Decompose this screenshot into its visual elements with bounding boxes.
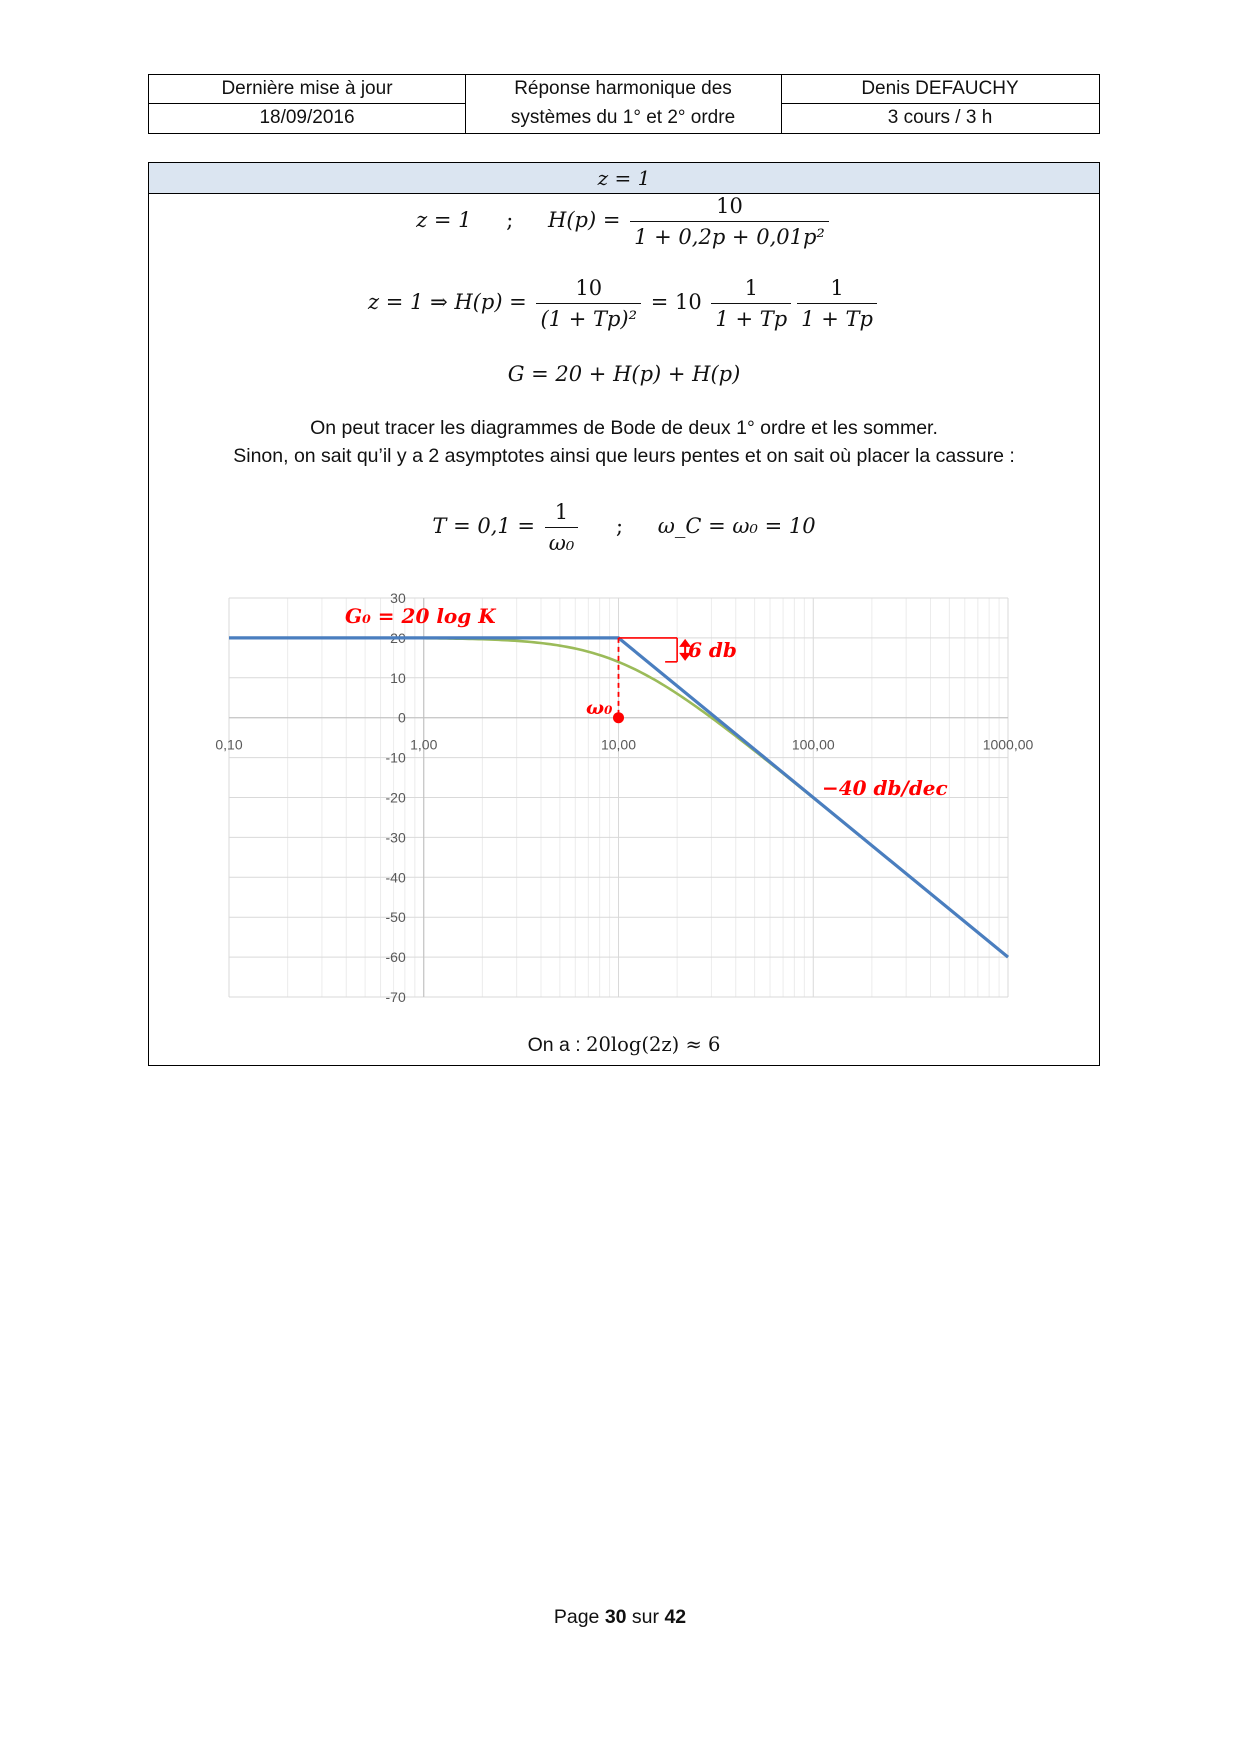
eq2-f1-num: 10 bbox=[536, 273, 641, 304]
eq1-lhs: H(p) = bbox=[548, 208, 621, 232]
eq1-left: z = 1 bbox=[416, 208, 472, 232]
eq1-numerator: 10 bbox=[630, 191, 829, 222]
explanation-line-2: Sinon, on sait qu’il y a 2 asymptotes ainsi que leurs pentes et on sait où placer la cassure : bbox=[233, 445, 1015, 467]
annotation-delta: 6 db bbox=[688, 638, 737, 662]
y-tick-label: 20 bbox=[390, 629, 406, 646]
eq1-denominator: 1 + 0,2p + 0,01p² bbox=[634, 225, 825, 249]
y-tick-label: 10 bbox=[390, 669, 406, 686]
x-tick-label: 1000,00 bbox=[982, 736, 1034, 753]
x-tick-label: 10,00 bbox=[600, 736, 637, 753]
eq2-mid: = 10 bbox=[650, 290, 702, 314]
eq1-sep: ; bbox=[506, 208, 514, 232]
annotation-w0: ω₀ bbox=[586, 697, 613, 719]
y-tick-label: -60 bbox=[385, 949, 406, 966]
y-tick-label: -50 bbox=[385, 909, 406, 926]
chart-x-axis bbox=[215, 737, 1033, 753]
box-title: z = 1 bbox=[149, 163, 1099, 194]
y-tick-label: -70 bbox=[385, 989, 406, 1005]
header-course: 3 cours / 3 h bbox=[887, 107, 993, 128]
y-tick-label: -20 bbox=[385, 789, 406, 806]
header-author: Denis DEFAUCHY bbox=[861, 78, 1019, 99]
footer-page: 30 bbox=[604, 1606, 627, 1628]
x-tick-label: 0,10 bbox=[215, 736, 243, 753]
x-tick-label: 1,00 bbox=[410, 736, 438, 753]
page-footer bbox=[0, 1606, 1240, 1629]
annotation-slope: −40 db/dec bbox=[822, 776, 948, 800]
x-tick-label: 100,00 bbox=[791, 736, 835, 753]
eq2-f3-num: 1 bbox=[797, 273, 877, 304]
footer-total: 42 bbox=[664, 1606, 687, 1628]
conclusion-math: 20log(2z) ≈ 6 bbox=[586, 1033, 721, 1056]
eq4-rhs: ω_C = ω₀ = 10 bbox=[657, 514, 816, 538]
chart-annotations bbox=[345, 604, 948, 800]
eq2-lhs: z = 1 ⇒ H(p) = bbox=[368, 290, 527, 314]
explanation-line-1: On peut tracer les diagrammes de Bode de deux 1° ordre et les sommer. bbox=[310, 417, 938, 439]
header-updated-label: Dernière mise à jour bbox=[221, 78, 393, 99]
conclusion-prefix: On a : bbox=[527, 1034, 581, 1056]
eq4-sep: ; bbox=[615, 514, 624, 538]
eq2-f1-den: (1 + Tp)² bbox=[540, 307, 638, 331]
footer-prefix: Page bbox=[553, 1606, 605, 1628]
equation-gain-sum: G = 20 + H(p) + H(p) bbox=[507, 362, 741, 386]
y-tick-label: -10 bbox=[385, 749, 406, 766]
y-tick-label: -40 bbox=[385, 869, 406, 886]
eq2-f2-den: 1 + Tp bbox=[715, 307, 788, 331]
eq4-lhs: T = 0,1 = bbox=[432, 514, 536, 538]
eq4-num: 1 bbox=[545, 497, 579, 528]
eq2-f2-num: 1 bbox=[711, 273, 791, 304]
eq2-f3-den: 1 + Tp bbox=[801, 307, 873, 331]
chart-y-axis bbox=[386, 590, 406, 1005]
y-tick-label: -30 bbox=[385, 829, 406, 846]
y-tick-label: 30 bbox=[390, 590, 406, 606]
footer-mid: sur bbox=[626, 1606, 665, 1628]
header-title-line2: systèmes du 1° et 2° ordre bbox=[510, 107, 736, 128]
header-date: 18/09/2016 bbox=[259, 107, 355, 128]
eq4-den: ω₀ bbox=[548, 531, 575, 555]
y-tick-label: 0 bbox=[397, 709, 406, 726]
w0-dot bbox=[613, 712, 624, 723]
annotation-gain: G₀ = 20 log K bbox=[345, 604, 496, 628]
header-title-line1: Réponse harmonique des bbox=[514, 78, 732, 99]
